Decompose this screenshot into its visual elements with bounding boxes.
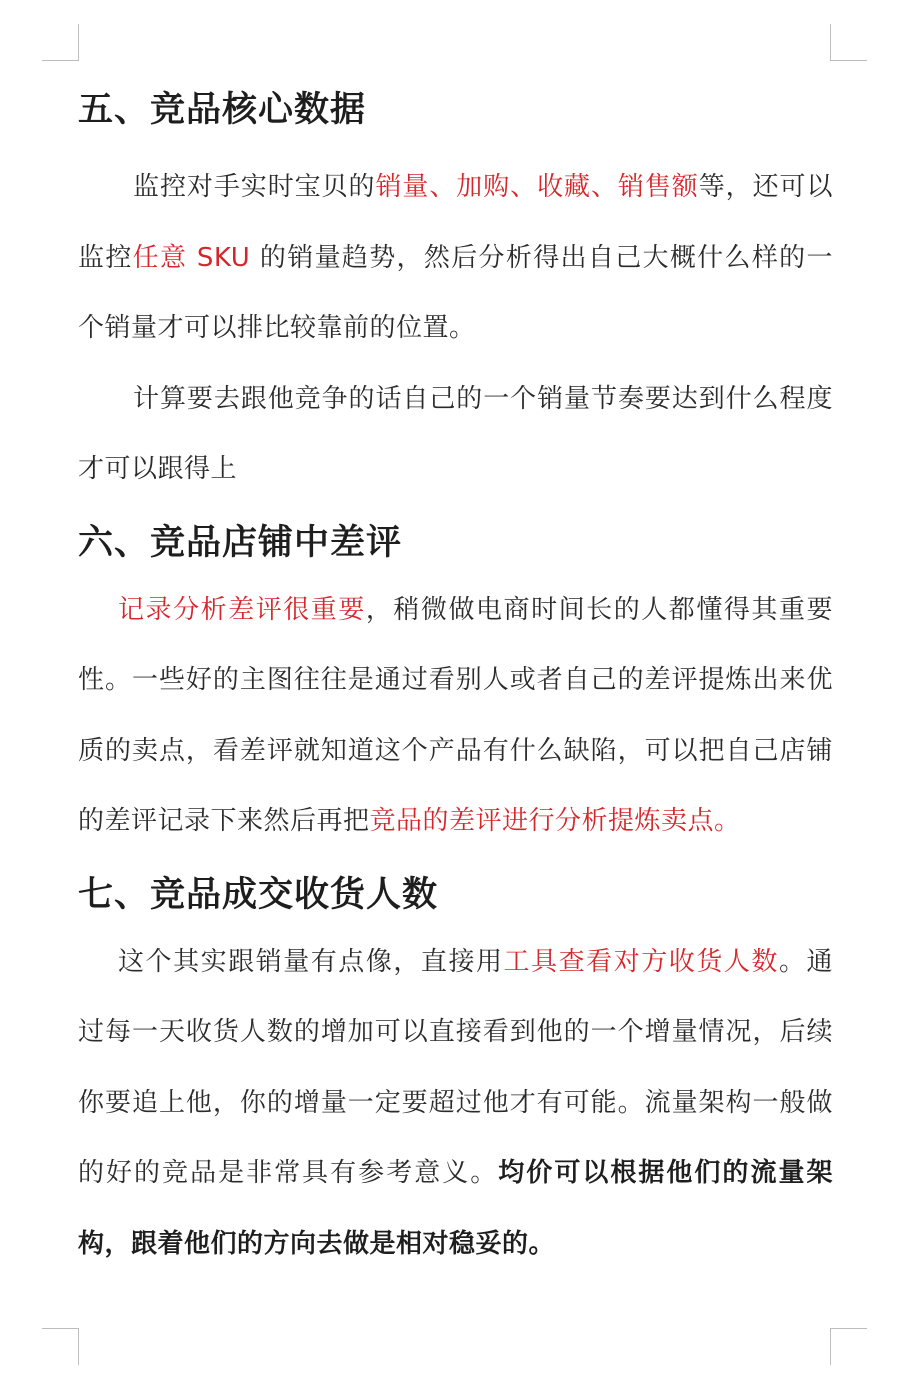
paragraph-text: ，稍微做电商时间长的人都懂得其重要性。一些好的主图往往是通过看别人或者自己的差评提炼出来优质的卖点，看差评就知道这个产品有什么缺陷，可以把自己店铺的差评记录下来然后再把 bbox=[78, 594, 833, 836]
paragraph-text: 等，还可以监控 bbox=[78, 172, 833, 273]
crop-mark-top-left bbox=[42, 24, 79, 61]
section-heading: 五、竞品核心数据 bbox=[78, 90, 367, 130]
section-heading: 六、竞品店铺中差评 bbox=[78, 522, 403, 563]
highlight-text: 竞品的差评进行分析提炼卖点。 bbox=[369, 806, 741, 836]
paragraph bbox=[78, 927, 833, 1280]
bold-text: 均价可以根据他们的流量架构，跟着他们的方向去做是相对稳妥的。 bbox=[78, 1158, 833, 1259]
paragraph-text: 的销量趋势，然后分析得出自己大概什么样的一个销量才可以排比较靠前的位置。 bbox=[78, 242, 833, 343]
crop-mark-bottom-right bbox=[830, 1328, 867, 1365]
highlight-text: 销量、加购、收藏、销售额 bbox=[375, 172, 699, 202]
document-body bbox=[78, 80, 833, 1279]
crop-mark-top-right bbox=[830, 24, 867, 61]
paragraph-text: 。通过每一天收货人数的增加可以直接看到他的一个增量情况，后续你要追上他，你的增量一定要超过他才有可能。流量架构一般做的好的竞品是非常具有参考意义。 bbox=[78, 946, 833, 1188]
highlight-text: 任意 SKU bbox=[132, 242, 251, 273]
section-competitor-buyer-count bbox=[78, 865, 833, 1280]
section-heading: 七、竞品成交收货人数 bbox=[78, 874, 439, 915]
section-competitor-negative-reviews bbox=[78, 513, 833, 857]
paragraph-text: 监控对手实时宝贝的 bbox=[133, 172, 376, 202]
crop-mark-bottom-left bbox=[42, 1328, 79, 1365]
section-competitor-core-data bbox=[78, 80, 833, 505]
paragraph bbox=[78, 152, 833, 364]
paragraph bbox=[78, 575, 833, 857]
highlight-text: 工具查看对方收货人数 bbox=[503, 946, 779, 977]
highlight-text: 记录分析差评很重要 bbox=[118, 594, 366, 625]
paragraph-text: 这个其实跟销量有点像，直接用 bbox=[118, 946, 504, 977]
paragraph: 计算要去跟他竞争的话自己的一个销量节奏要达到什么程度才可以跟得上 bbox=[78, 383, 833, 484]
